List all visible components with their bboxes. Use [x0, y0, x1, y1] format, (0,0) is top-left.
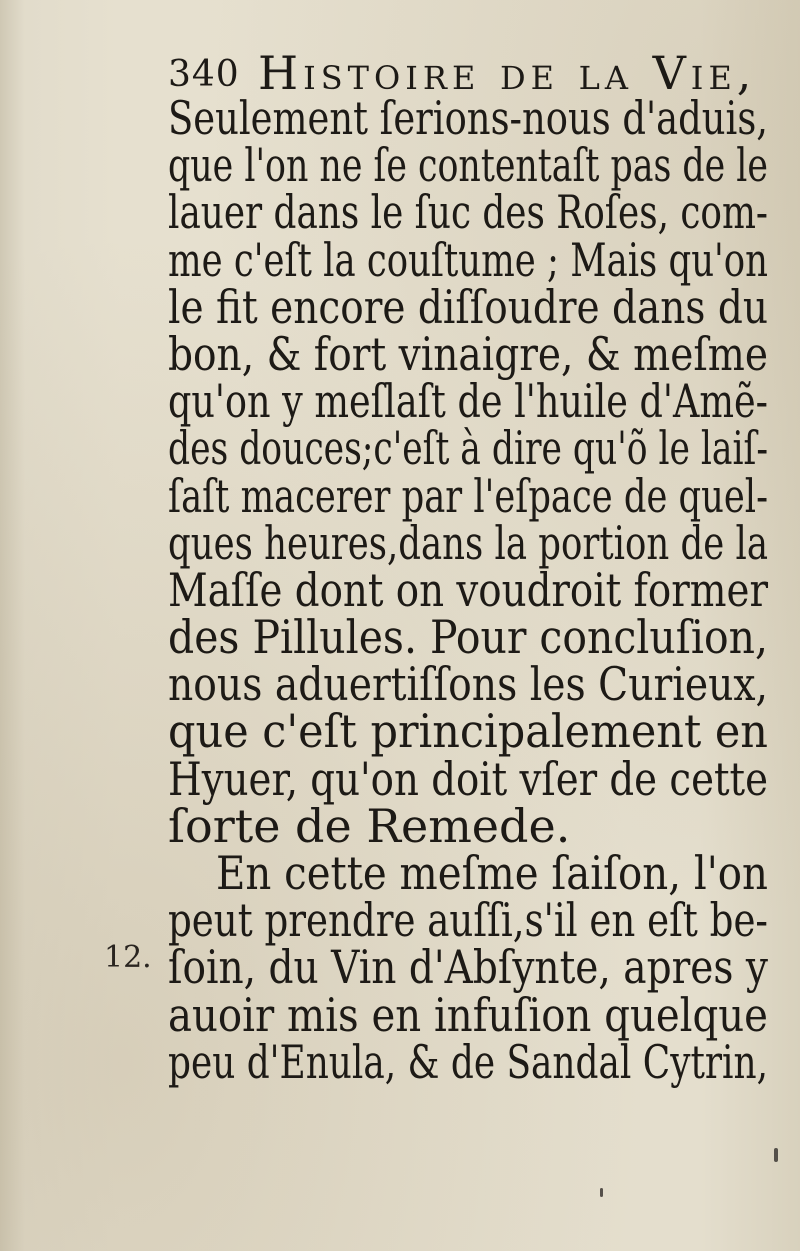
text-line: Hyuer, qu'on doit vſer de cette [168, 751, 768, 806]
text-line: le fit encore diſſoudre dans du [168, 279, 768, 334]
ink-speck [774, 1148, 778, 1162]
running-title: Histoire de la Vie, [258, 46, 757, 100]
text-line: ques heures,dans la portion de la [168, 515, 768, 570]
paragraph-start-line: En cette meſme ſaiſon, l'on [216, 846, 768, 900]
text-line: nous aduertiſſons les Curieux, [168, 657, 768, 712]
text-line: que l'on ne ſe contentaſt pas de le [168, 138, 768, 193]
page-number: 340 [168, 54, 240, 95]
text-line: Maſſe dont on voudroit former [168, 562, 768, 617]
text-line: ſorte de Remede. [168, 798, 571, 853]
text-line: me c'eſt la couſtume ; Mais qu'on [168, 232, 768, 287]
text-line: des douces;c'eſt à dire qu'õ le laiſ- [168, 421, 768, 476]
text-line: ſaſt macerer par l'eſpace de quel- [168, 468, 768, 523]
body-text [168, 91, 768, 1089]
text-line: auoir mis en infuſion quelque [168, 987, 768, 1042]
text-line: bon, & fort vinaigre, & meſme [168, 326, 768, 381]
text-line: Seulement ſerions-nous d'aduis, [168, 91, 768, 145]
text-line: peu d'Enula, & de Sandal Cytrin, [168, 1034, 768, 1089]
margin-note: 12. [104, 940, 152, 975]
text-line: qu'on y meſlaſt de l'huile d'Amẽ- [168, 374, 768, 429]
text-line: peut prendre auſſi,s'il en eſt be- [168, 893, 768, 948]
text-line: ſoin, du Vin d'Abſynte, apres y [168, 940, 768, 995]
ink-speck [600, 1188, 603, 1197]
text-line: des Pillules. Pour concluſion, [168, 610, 768, 665]
text-line: lauer dans le ſuc des Roſes, com- [168, 185, 768, 240]
text-line: que c'eſt principalement en [168, 704, 768, 759]
page-header [168, 40, 768, 100]
